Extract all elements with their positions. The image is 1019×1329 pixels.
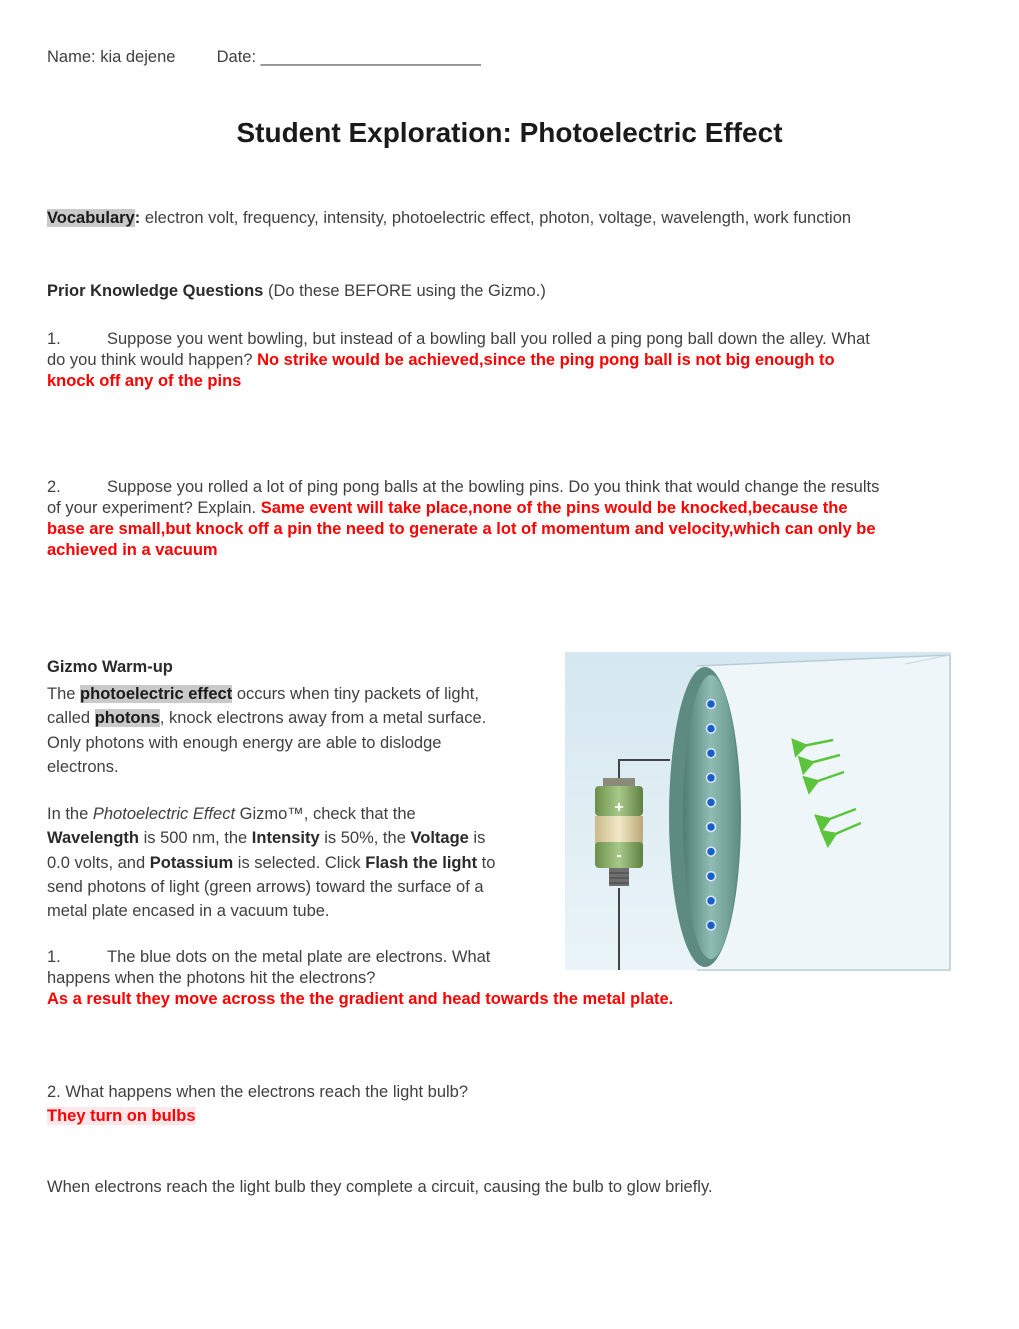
text: Gizmo™, check that the [235,805,416,823]
text: The [47,685,81,703]
prior-knowledge-heading: Prior Knowledge Questions [47,282,264,300]
warmup-heading [47,657,173,678]
electron-dot [707,749,716,758]
text: metal plate encased in a vacuum tube. [47,902,330,921]
text: to [477,853,496,872]
closing-statement [47,1177,713,1198]
term-photons: photons [94,709,160,728]
warmup-question-2 [47,1080,977,1128]
prior-question-2 [47,477,977,561]
vocabulary-terms: electron volt, frequency, intensity, photoelectric effect, photon, voltage, wavelength, work function [140,209,852,227]
date-blank[interactable]: ________________________ [260,48,481,66]
name-date-line [47,47,481,68]
electron-dot [707,823,716,832]
question-text: Suppose you went bowling, but instead of a bowling ball you rolled a ping pong ball down the alley. What [107,330,870,348]
name-label: Name: [47,48,96,66]
text: is [468,829,486,848]
text: is selected. Click [233,853,366,872]
electron-dot [707,847,716,856]
answer-text-cont[interactable]: achieved in a vacuum [47,541,218,559]
electron-dot [707,724,716,733]
battery-cap [603,778,635,786]
question-number: 2. [47,478,61,496]
text: Only photons with enough energy are able to dislodge [47,733,442,752]
text: occurs when tiny packets of light, [232,685,479,703]
flash-the-light-label: Flash the light [365,853,478,872]
text: is 50%, the [319,829,411,848]
vocabulary-label: Vocabulary [47,209,135,227]
vocabulary-colon: : [134,209,141,227]
metal-plate [683,675,739,959]
question-text-cont: do you think would happen? [47,351,258,369]
answer-text[interactable]: No strike would be achieved,since the ping pong ball is not big enough to [257,351,835,369]
electron-dot [707,773,716,782]
setting-potassium: Potassium [149,853,234,872]
electron-dot [707,896,716,905]
date-label: Date: [216,48,257,66]
answer-text[interactable]: They turn on bulbs [47,1107,196,1125]
warmup-paragraph-1 [47,682,557,779]
closing-text: When electrons reach the light bulb they complete a circuit, causing the bulb to glow briefly. [47,1178,713,1196]
text: , knock electrons away from a metal surface. [159,709,487,728]
photoelectric-gizmo-figure [565,652,951,972]
question-text: The blue dots on the metal plate are electrons. What [107,948,491,966]
question-number: 2. [47,1083,61,1101]
prior-knowledge-heading-line [47,281,546,302]
setting-intensity: Intensity [251,829,320,848]
question-text: What happens when the electrons reach the light bulb? [65,1083,469,1101]
electron-dot [707,921,716,930]
setting-wavelength: Wavelength [47,829,139,848]
electron-dot [707,872,716,881]
answer-text[interactable]: As a result they move across the the gradient and head towards the metal plate. [47,990,674,1008]
answer-text-cont[interactable]: knock off any of the pins [47,372,242,390]
question-text-cont: of your experiment? Explain. [47,499,261,517]
warmup-heading-text: Gizmo Warm-up [47,658,173,676]
electron-dot [707,700,716,709]
text: called [47,709,95,728]
warmup-paragraph-2 [47,802,557,923]
battery-minus-sign: - [616,847,622,864]
page-title: Student Exploration: Photoelectric Effect [236,117,783,148]
vocabulary-line [47,208,851,229]
gizmo-name: Photoelectric Effect [92,805,236,823]
question-text-cont: happens when the photons hit the electrons? [47,969,376,987]
question-number: 1. [47,330,61,348]
battery-plus-sign: + [614,799,624,816]
answer-text-cont[interactable]: base are small,but knock off a pin the need to generate a lot of momentum and velocity,which can only be [47,520,876,538]
text: is 500 nm, the [138,829,252,848]
text: electrons. [47,757,119,776]
question-text: Suppose you rolled a lot of ping pong balls at the bowling pins. Do you think that would change the results [107,478,880,496]
prior-question-1 [47,329,977,392]
text: 0.0 volts, and [47,853,150,872]
term-photoelectric-effect: photoelectric effect [80,685,233,703]
battery-middle [595,816,643,846]
electron-dot [707,798,716,807]
prior-knowledge-note: (Do these BEFORE using the Gizmo.) [263,282,546,300]
answer-text[interactable]: Same event will take place,none of the pins would be knocked,because the [260,499,848,517]
text: In the [47,805,93,823]
question-number: 1. [47,948,61,966]
setting-voltage: Voltage [410,829,469,848]
name-value[interactable]: kia dejene [100,48,176,66]
text: send photons of light (green arrows) toward the surface of a [47,877,484,896]
